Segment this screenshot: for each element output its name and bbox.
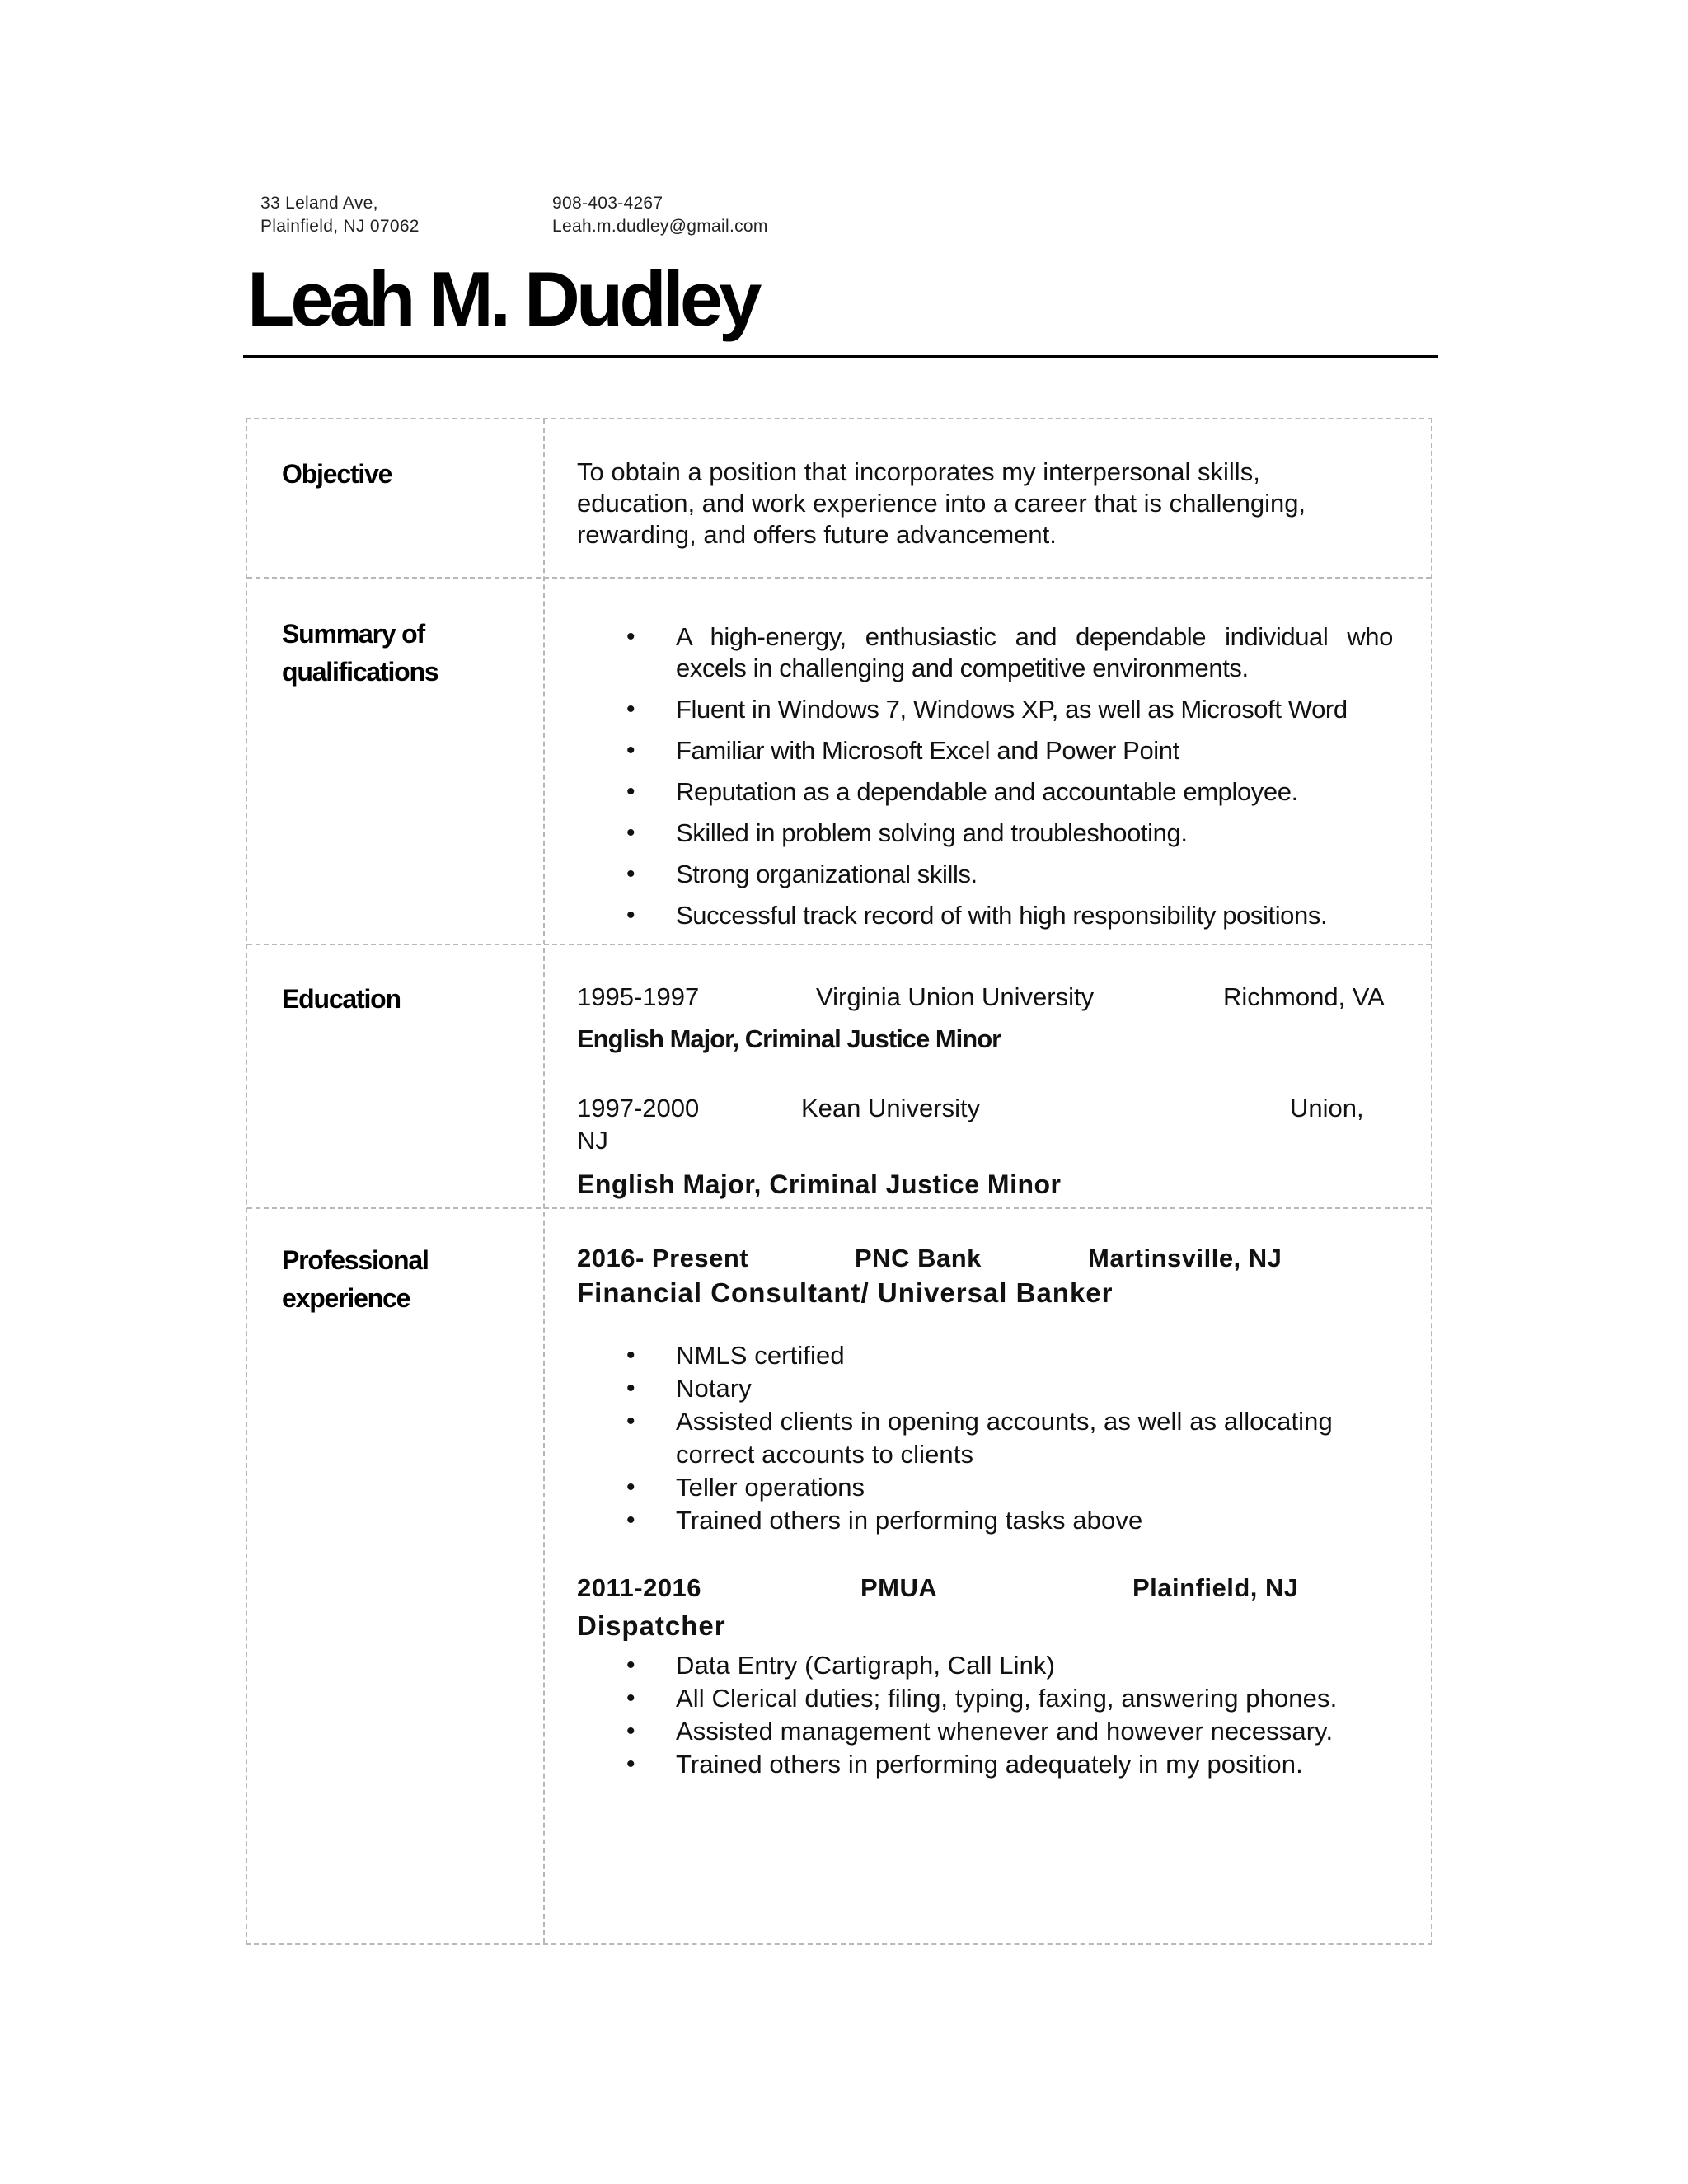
qualifications-list [577,621,1393,931]
qualification-item: • A high-energy, enthusiastic and dependable individual who excels in challenging and competitive environments. [577,621,1393,684]
education-years: 1995-1997 [577,982,700,1011]
qualification-item: • Fluent in Windows 7, Windows XP, as well as Microsoft Word [577,694,1393,725]
job-employer: PNC Bank [855,1244,982,1272]
job-duties-list [577,1339,1401,1537]
job-duty-item: • Teller operations [577,1471,1401,1504]
education-degree: English Major, Criminal Justice Minor [577,1169,1062,1199]
experience-label [282,1241,529,1317]
job-years: 2011-2016 [577,1573,702,1602]
column-divider [543,419,545,1943]
row-divider-education [247,1207,1431,1209]
address-line-1: 33 Leland Ave, [260,194,378,213]
job-duty-item: • Data Entry (Cartigraph, Call Link) [577,1649,1401,1682]
job-location: Plainfield, NJ [1132,1573,1299,1602]
job-location: Martinsville, NJ [1088,1244,1282,1272]
address-line-2: Plainfield, NJ 07062 [260,217,420,236]
job-duties-list [577,1649,1401,1781]
job-duty-item: • Assisted clients in opening accounts, as well as allocating correct accounts to clients [577,1405,1401,1471]
job-header [577,1572,1401,1605]
phone-number: 908-403-4267 [552,194,663,213]
education-location: Richmond, VA [1223,982,1385,1011]
education-label: Education [282,984,401,1014]
summary-label-line-1: Summary of [282,619,424,649]
experience-label-line-2: experience [282,1283,410,1313]
education-location-continued: NJ [577,1126,608,1155]
objective-label: Objective [282,459,392,489]
email-address: Leah.m.dudley@gmail.com [552,217,768,236]
job-duty-item: • All Clerical duties; filing, typing, faxing, answering phones. [577,1682,1401,1715]
education-location-wrap [577,1125,1401,1156]
job-years: 2016- Present [577,1244,749,1272]
job-duty-item: • NMLS certified [577,1339,1401,1372]
job-duty-item: • Assisted management whenever and however necessary. [577,1715,1401,1748]
qualification-item: • Skilled in problem solving and troubleshooting. [577,818,1393,849]
objective-text: To obtain a position that incorporates my interpersonal skills, education, and work experience into a career that is challenging, rewarding, and offers future advancement. [577,457,1306,549]
qualification-item: • Familiar with Microsoft Excel and Power Point [577,735,1393,766]
summary-label-line-2: qualifications [282,657,438,687]
job-title: Dispatcher [577,1610,726,1641]
experience-cell [577,1242,1401,1781]
education-entry-1 [577,981,1401,1014]
experience-label-line-1: Professional [282,1245,429,1275]
education-years: 1997-2000 [577,1094,700,1122]
summary-cell [577,621,1393,941]
education-school: Kean University [801,1094,981,1122]
qualification-item: • Strong organizational skills. [577,859,1393,890]
qualification-item: • Reputation as a dependable and accountable employee. [577,776,1393,808]
job-header [577,1242,1401,1275]
job-duty-item: • Trained others in performing adequately in my position. [577,1748,1401,1781]
education-location: Union, [1290,1094,1364,1122]
resume-table [246,418,1432,1945]
name-underline-rule [243,355,1438,358]
education-degree: English Major, Criminal Justice Minor [577,1024,1001,1053]
contact-address [260,192,420,238]
education-cell [577,981,1401,1201]
job-title: Financial Consultant/ Universal Banker [577,1277,1114,1308]
job-duty-item: • Notary [577,1372,1401,1405]
row-divider-summary [247,944,1431,945]
summary-label [282,615,529,691]
contact-phone-email [552,192,768,238]
education-entry-2 [577,1092,1401,1125]
job-duty-item: • Trained others in performing tasks above [577,1504,1401,1537]
qualification-item: • Successful track record of with high responsibility positions. [577,900,1393,931]
row-divider-objective [247,577,1431,579]
education-school: Virginia Union University [816,982,1095,1011]
job-employer: PMUA [860,1573,938,1602]
candidate-name: Leah M. Dudley [247,255,758,342]
